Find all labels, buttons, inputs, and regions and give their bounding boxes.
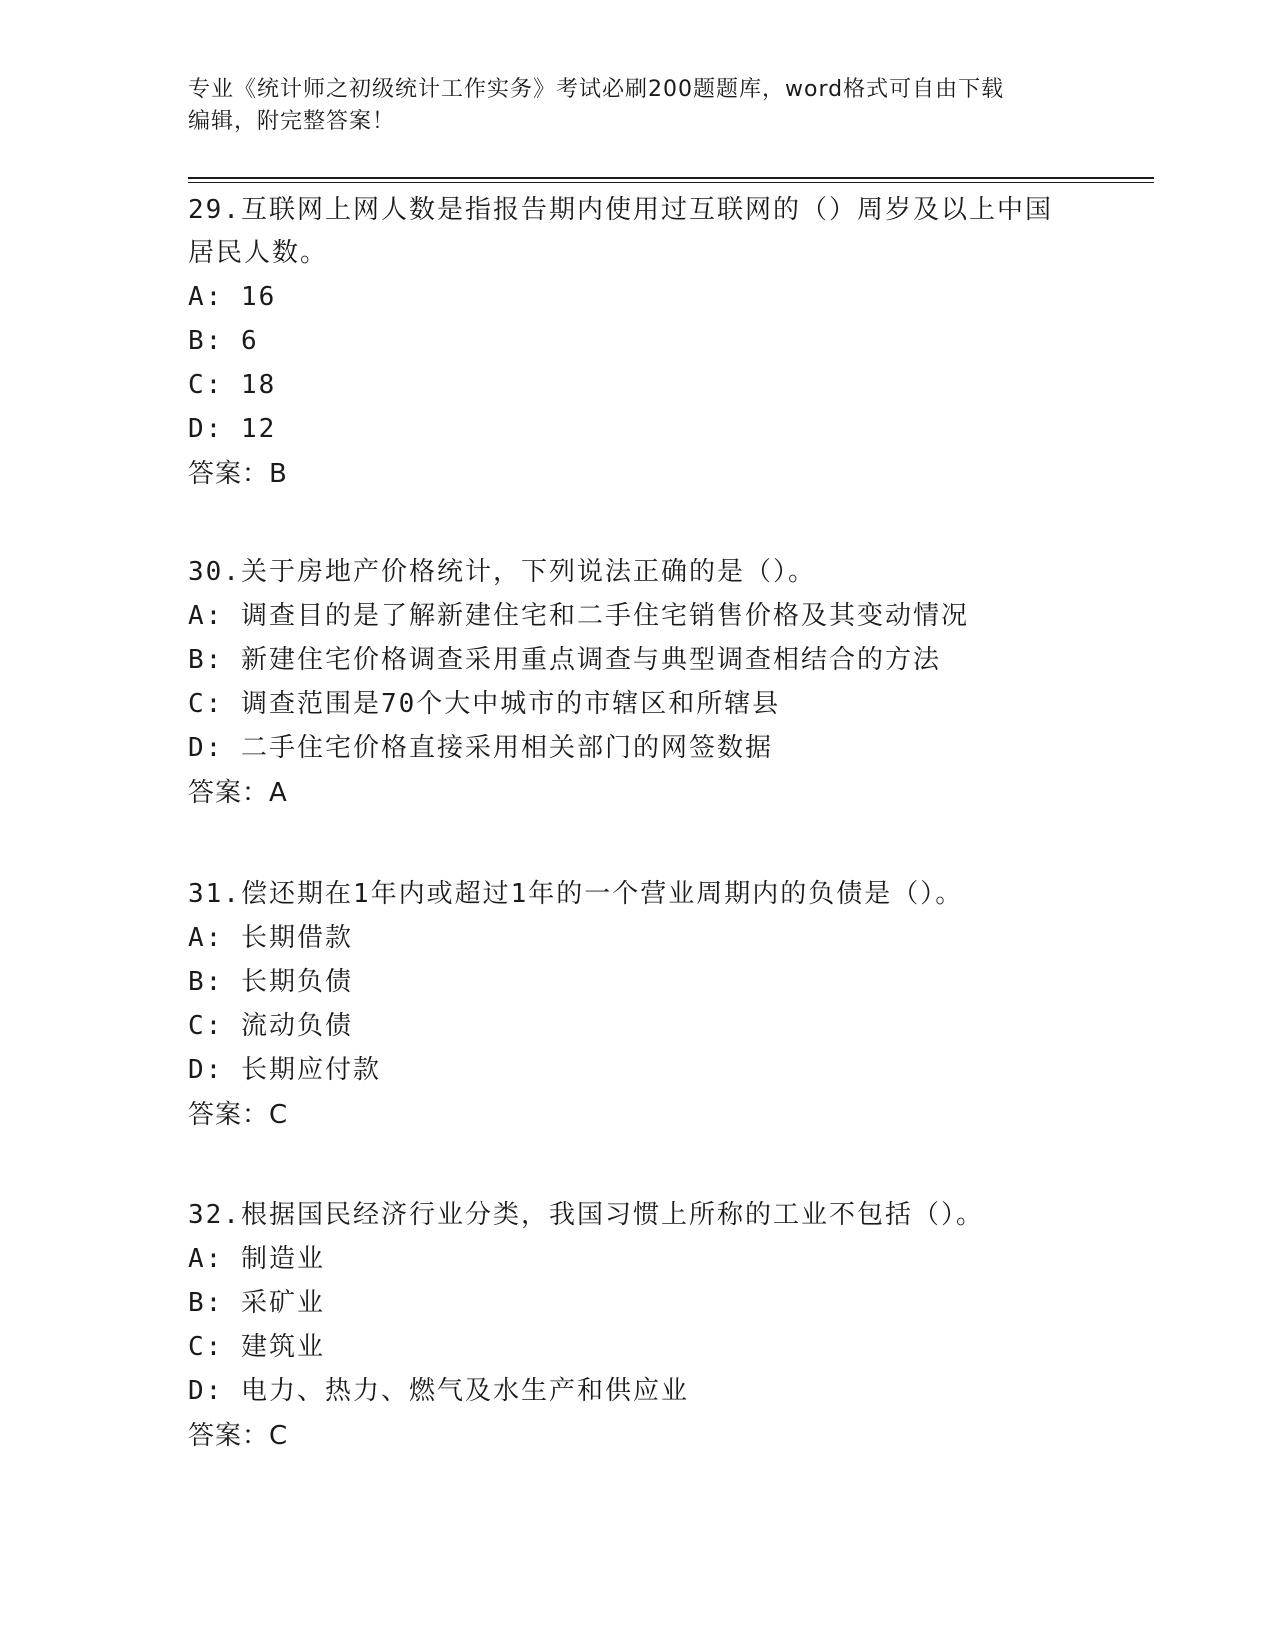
- question-stem: [188, 873, 1088, 916]
- question-stem-line-1: 31.偿还期在1年内或超过1年的一个营业周期内的负债是（）。: [188, 879, 964, 909]
- question-stem-line-1: 29.互联网上网人数是指报告期内使用过互联网的（）周岁及以上中国: [188, 195, 1053, 225]
- header-line-1: 专业《统计师之初级统计工作实务》考试必刷200题题库，word格式可自由下载: [188, 77, 1005, 102]
- question-30: [188, 551, 1088, 816]
- question-stem: [188, 189, 1088, 275]
- option-b: B: 6: [188, 326, 259, 356]
- header-line-2: 编辑，附完整答案！: [188, 109, 396, 134]
- option-b: B: 新建住宅价格调查采用重点调查与典型调查相结合的方法: [188, 645, 941, 675]
- answer: 答案：C: [188, 1100, 289, 1130]
- header-divider-thick: [188, 177, 1154, 179]
- option-a: A: 16: [188, 282, 277, 312]
- option-d: D: 二手住宅价格直接采用相关部门的网签数据: [188, 733, 773, 763]
- option-c: C: 流动负债: [188, 1011, 353, 1041]
- question-31: [188, 873, 1088, 1138]
- document-header: [188, 74, 1088, 138]
- option-c: C: 调查范围是70个大中城市的市辖区和所辖县: [188, 689, 781, 719]
- question-32: [188, 1194, 1088, 1459]
- option-a: A: 制造业: [188, 1244, 325, 1274]
- question-stem-line-1: 32.根据国民经济行业分类，我国习惯上所称的工业不包括（）。: [188, 1200, 984, 1230]
- option-b: B: 采矿业: [188, 1288, 325, 1318]
- option-d: D: 12: [188, 414, 277, 444]
- question-stem-line-2: 居民人数。: [188, 238, 329, 268]
- question-stem-line-1: 30.关于房地产价格统计，下列说法正确的是（）。: [188, 557, 816, 587]
- question-stem: [188, 551, 1088, 594]
- option-a: A: 长期借款: [188, 923, 353, 953]
- answer: 答案：B: [188, 459, 288, 489]
- option-b: B: 长期负债: [188, 967, 353, 997]
- option-a: A: 调查目的是了解新建住宅和二手住宅销售价格及其变动情况: [188, 601, 969, 631]
- question-29: [188, 189, 1088, 497]
- question-stem: [188, 1194, 1088, 1237]
- option-c: C: 18: [188, 370, 277, 400]
- header-divider-thin: [188, 182, 1154, 183]
- option-d: D: 长期应付款: [188, 1055, 381, 1085]
- answer: 答案：A: [188, 778, 288, 808]
- option-d: D: 电力、热力、燃气及水生产和供应业: [188, 1376, 689, 1406]
- option-c: C: 建筑业: [188, 1332, 325, 1362]
- answer: 答案：C: [188, 1421, 289, 1451]
